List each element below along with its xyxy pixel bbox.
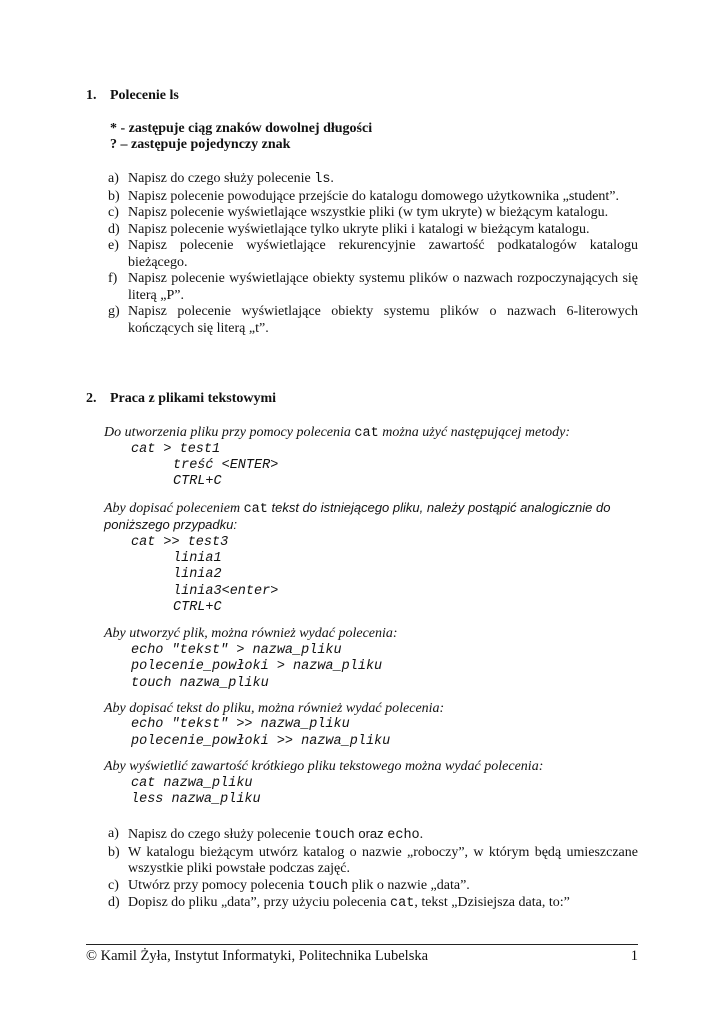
block-5-code-line-1: cat nazwa_pliku (131, 776, 253, 791)
wildcard-question: ? – zastępuje pojedynczy znak (110, 137, 291, 152)
block-2-code-line-1: cat >> test3 (131, 535, 229, 550)
page-number: 1 (630, 948, 638, 964)
block-1-code-line-3: CTRL+C (173, 474, 222, 489)
task-1b: b) Napisz polecenie powodujące przejście do katalogu domowego użytkownika „student”. (108, 188, 620, 204)
block-2-intro: Aby dopisać poleceniem cat tekst do istniejącego pliku, należy postąpić analogicznie do (104, 500, 611, 517)
section-2-task-list (86, 826, 638, 913)
block-3-code-line-2: polecenie_powłoki > nazwa_pliku (131, 659, 383, 674)
task-2b: b) W katalogu bieżącym utwórz katalog o nazwie „roboczy”, w którym będą umieszczane wszystkie pliki powstałe podczas zajęć. (108, 844, 638, 876)
section-2-title: Praca z plikami tekstowymi (110, 391, 277, 406)
task-2d: d) Dopisz do pliku „data”, przy użyciu polecenia cat, tekst „Dzisiejsza data, to:” (108, 895, 570, 911)
block-2-code-line-5: CTRL+C (173, 600, 222, 615)
footer-rule (86, 944, 638, 945)
task-1f: f) Napisz polecenie wyświetlające obiekty systemu plików o nazwach rozpoczynających się literą „P”. (108, 271, 638, 303)
block-1-code-line-1: cat > test1 (131, 442, 221, 457)
task-2a: a) Napisz do czego służy polecenie touch oraz echo. (108, 826, 424, 843)
task-2c: c) Utwórz przy pomocy polecenia touch plik o nazwie „data”. (108, 877, 470, 894)
block-1-code-line-2: treść <ENTER> (173, 458, 279, 473)
task-1g: g) Napisz polecenie wyświetlające obiekty systemu plików o nazwach 6-literowych kończących się literą „t”. (108, 304, 638, 336)
section-1-title: Polecenie ls (110, 88, 179, 103)
block-5-code-line-2: less nazwa_pliku (131, 792, 261, 807)
task-1e: e) Napisz polecenie wyświetlające rekurencyjnie zawartość podkatalogów katalogu bieżącego. (108, 238, 638, 270)
task-1d: d) Napisz polecenie wyświetlające tylko ukryte pliki i katalogi w bieżącym katalogu. (108, 221, 590, 237)
task-1a: a) Napisz do czego służy polecenie ls. (108, 171, 334, 187)
page-footer (86, 948, 638, 965)
section-2-number: 2. (86, 391, 97, 406)
block-3-intro: Aby utworzyć plik, można również wydać polecenia: (104, 626, 398, 641)
block-4-intro: Aby dopisać tekst do pliku, można również wydać polecenia: (104, 701, 445, 716)
block-3-code-line-3: touch nazwa_pliku (131, 676, 269, 691)
block-2-code-line-4: linia3<enter> (173, 584, 279, 599)
block-3-code-line-1: echo "tekst" > nazwa_pliku (131, 643, 342, 658)
wildcard-star: * - zastępuje ciąg znaków dowolnej długości (110, 121, 373, 136)
footer-copyright: © Kamil Żyła, Instytut Informatyki, Politechnika Lubelska (86, 948, 429, 964)
section-1-task-list (86, 171, 638, 337)
block-4-code-line-2: polecenie_powłoki >> nazwa_pliku (131, 734, 391, 749)
block-2-code-line-3: linia2 (173, 567, 222, 582)
block-1-intro: Do utworzenia pliku przy pomocy polecenia cat można użyć następującej metody: (104, 425, 571, 441)
section-1-number: 1. (86, 88, 97, 103)
block-2-intro-line-2: poniższego przypadku: (104, 517, 237, 532)
task-1c: c) Napisz polecenie wyświetlające wszystkie pliki (w tym ukryte) w bieżącym katalogu. (108, 205, 609, 220)
block-2-code-line-2: linia1 (173, 551, 222, 566)
block-5-intro: Aby wyświetlić zawartość krótkiego pliku tekstowego można wydać polecenia: (104, 759, 544, 774)
block-4-code-line-1: echo "tekst" >> nazwa_pliku (131, 717, 350, 732)
